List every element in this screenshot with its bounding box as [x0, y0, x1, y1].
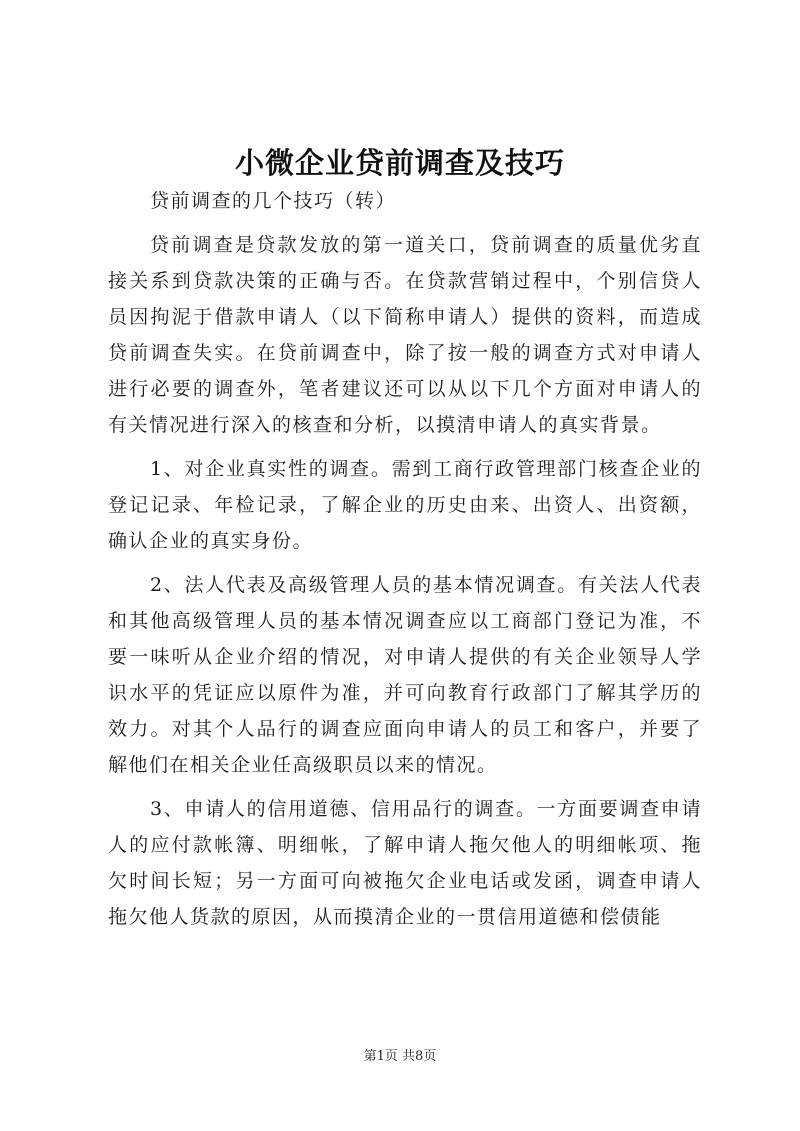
paragraph-intro: 贷前调查是贷款发放的第一道关口，贷前调查的质量优劣直接关系到贷款决策的正确与否。在贷款营销过程中，个别信贷人员因拘泥于借款申请人（以下简称申请人）提供的资料，而造成贷前调查失实。在贷前调查中，除了按一般的调查方式对申请人进行必要的调查外，笔者建议还可以从以下几个方面对申请人的有关情况进行深入的核查和分析，以摸清申请人的真实背景。 — [108, 234, 702, 436]
page-number-label: 第1页 共8页 — [363, 1049, 437, 1064]
document-body — [108, 183, 702, 943]
paragraph-item-2: 2、法人代表及高级管理人员的基本情况调查。有关法人代表和其他高级管理人员的基本情况调查应以工商部门登记为准，不要一味听从企业介绍的情况，对申请人提供的有关企业领导人学识水平的凭证应以原件为准，并可向教育行政部门了解其学历的效力。对其个人品行的调查应面向申请人的员工和客户，并要了解他们在相关企业任高级职员以来的情况。 — [108, 574, 702, 776]
document-subtitle: 贷前调查的几个技巧（转） — [150, 190, 397, 212]
paragraph-item-1: 1、对企业真实性的调查。需到工商行政管理部门核查企业的登记记录、年检记录，了解企业的历史由来、出资人、出资额，确认企业的真实身份。 — [108, 458, 702, 552]
page-footer — [0, 1047, 800, 1067]
paragraph-item-3: 3、申请人的信用道德、信用品行的调查。一方面要调查申请人的应付款帐簿、明细帐，了解申请人拖欠他人的明细帐项、拖欠时间长短；另一方面可向被拖欠企业电话或发函，调查申请人拖欠他人货款的原因，从而摸清企业的一贯信用道德和偿债能 — [108, 798, 702, 928]
document-title: 小微企业贷前调查及技巧 — [234, 146, 565, 180]
